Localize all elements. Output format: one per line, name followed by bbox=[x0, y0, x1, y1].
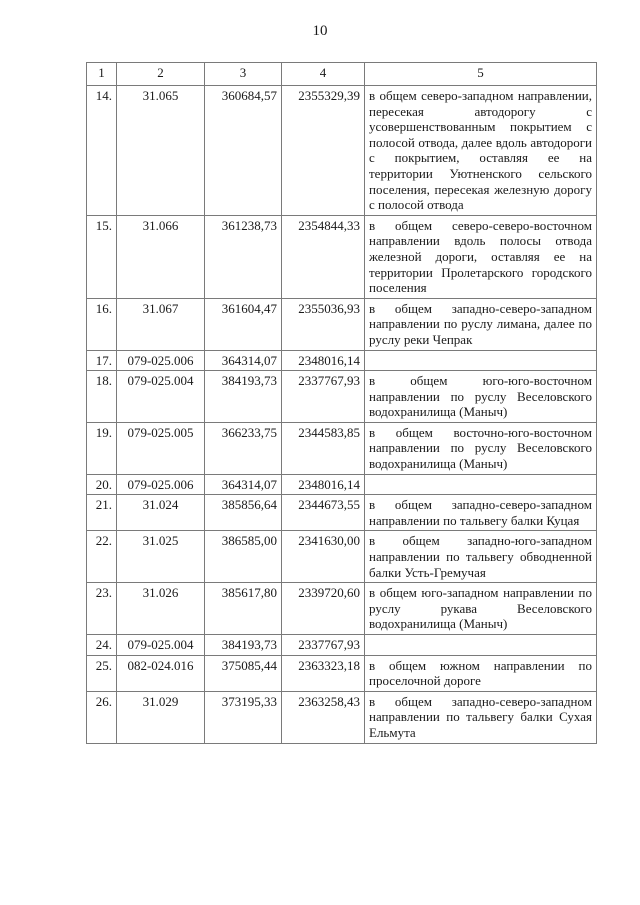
y-coordinate: 2363258,43 bbox=[282, 691, 365, 743]
table-row bbox=[87, 350, 597, 371]
y-coordinate: 2341630,00 bbox=[282, 531, 365, 583]
point-code: 31.066 bbox=[117, 215, 205, 298]
x-coordinate: 375085,44 bbox=[205, 655, 282, 691]
y-coordinate: 2348016,14 bbox=[282, 350, 365, 371]
y-coordinate: 2337767,93 bbox=[282, 371, 365, 423]
row-number: 15. bbox=[87, 215, 117, 298]
boundary-points-table bbox=[86, 62, 597, 744]
point-code: 079-025.006 bbox=[117, 474, 205, 495]
point-code: 31.024 bbox=[117, 495, 205, 531]
x-coordinate: 385856,64 bbox=[205, 495, 282, 531]
point-code: 079-025.005 bbox=[117, 422, 205, 474]
point-code: 082-024.016 bbox=[117, 655, 205, 691]
row-number: 14. bbox=[87, 86, 117, 216]
table-row bbox=[87, 635, 597, 656]
boundary-description: в общем юго-западном направлении по руслу рукава Веселовского водохранилища (Маныч) bbox=[365, 583, 597, 635]
y-coordinate: 2344673,55 bbox=[282, 495, 365, 531]
row-number: 18. bbox=[87, 371, 117, 423]
header-col-y-coordinate: 4 bbox=[282, 63, 365, 86]
table-row bbox=[87, 474, 597, 495]
page-number: 10 bbox=[312, 23, 328, 39]
y-coordinate: 2354844,33 bbox=[282, 215, 365, 298]
point-code: 31.025 bbox=[117, 531, 205, 583]
boundary-description: в общем северо-северо-восточном направлении вдоль полосы отвода железной дороги, оставляя ее на территории Пролетарского городского поселения bbox=[365, 215, 597, 298]
point-code: 31.026 bbox=[117, 583, 205, 635]
table-row bbox=[87, 691, 597, 743]
y-coordinate: 2363323,18 bbox=[282, 655, 365, 691]
row-number: 22. bbox=[87, 531, 117, 583]
boundary-description: в общем западно-северо-западном направлении по тальвегу балки Куцая bbox=[365, 495, 597, 531]
x-coordinate: 364314,07 bbox=[205, 474, 282, 495]
x-coordinate: 384193,73 bbox=[205, 371, 282, 423]
row-number: 20. bbox=[87, 474, 117, 495]
boundary-description: в общем юго-юго-восточном направлении по руслу Веселовского водохранилища (Маныч) bbox=[365, 371, 597, 423]
boundary-description bbox=[365, 350, 597, 371]
header-col-x-coordinate: 3 bbox=[205, 63, 282, 86]
row-number: 21. bbox=[87, 495, 117, 531]
table-row bbox=[87, 215, 597, 298]
table-row bbox=[87, 86, 597, 216]
boundary-description: в общем западно-северо-западном направлении по руслу лимана, далее по руслу реки Чепрак bbox=[365, 298, 597, 350]
table-row bbox=[87, 583, 597, 635]
x-coordinate: 361238,73 bbox=[205, 215, 282, 298]
y-coordinate: 2344583,85 bbox=[282, 422, 365, 474]
x-coordinate: 364314,07 bbox=[205, 350, 282, 371]
header-row bbox=[87, 63, 597, 86]
boundary-description bbox=[365, 474, 597, 495]
table-header bbox=[87, 63, 597, 86]
boundary-description: в общем западно-юго-западном направлении по тальвегу обводненной балки Усть-Гремучая bbox=[365, 531, 597, 583]
y-coordinate: 2337767,93 bbox=[282, 635, 365, 656]
x-coordinate: 384193,73 bbox=[205, 635, 282, 656]
table-row bbox=[87, 422, 597, 474]
table-row bbox=[87, 371, 597, 423]
header-col-point-code: 2 bbox=[117, 63, 205, 86]
boundary-description bbox=[365, 635, 597, 656]
header-col-description: 5 bbox=[365, 63, 597, 86]
point-code: 31.065 bbox=[117, 86, 205, 216]
y-coordinate: 2355036,93 bbox=[282, 298, 365, 350]
x-coordinate: 360684,57 bbox=[205, 86, 282, 216]
x-coordinate: 373195,33 bbox=[205, 691, 282, 743]
row-number: 24. bbox=[87, 635, 117, 656]
header-col-number: 1 bbox=[87, 63, 117, 86]
x-coordinate: 386585,00 bbox=[205, 531, 282, 583]
row-number: 23. bbox=[87, 583, 117, 635]
row-number: 17. bbox=[87, 350, 117, 371]
boundary-description: в общем северо-западном направлении, пересекая автодорогу с усовершенствованным покрытием с полосой отвода, далее вдоль автодороги с покрытием, оставляя ее на территории Уютненского сельского поселения, пересекая железную дорогу с полосой отвода bbox=[365, 86, 597, 216]
table-row bbox=[87, 655, 597, 691]
x-coordinate: 366233,75 bbox=[205, 422, 282, 474]
y-coordinate: 2355329,39 bbox=[282, 86, 365, 216]
boundary-description: в общем западно-северо-западном направлении по тальвегу балки Сухая Ельмута bbox=[365, 691, 597, 743]
row-number: 16. bbox=[87, 298, 117, 350]
table-row bbox=[87, 531, 597, 583]
row-number: 25. bbox=[87, 655, 117, 691]
point-code: 31.029 bbox=[117, 691, 205, 743]
point-code: 079-025.004 bbox=[117, 635, 205, 656]
x-coordinate: 361604,47 bbox=[205, 298, 282, 350]
table-row bbox=[87, 495, 597, 531]
table-row bbox=[87, 298, 597, 350]
y-coordinate: 2348016,14 bbox=[282, 474, 365, 495]
boundary-description: в общем восточно-юго-восточном направлении по руслу Веселовского водохранилища (Маныч) bbox=[365, 422, 597, 474]
x-coordinate: 385617,80 bbox=[205, 583, 282, 635]
row-number: 19. bbox=[87, 422, 117, 474]
point-code: 079-025.004 bbox=[117, 371, 205, 423]
boundary-description: в общем южном направлении по проселочной дороге bbox=[365, 655, 597, 691]
table-body bbox=[87, 86, 597, 744]
point-code: 31.067 bbox=[117, 298, 205, 350]
y-coordinate: 2339720,60 bbox=[282, 583, 365, 635]
point-code: 079-025.006 bbox=[117, 350, 205, 371]
row-number: 26. bbox=[87, 691, 117, 743]
